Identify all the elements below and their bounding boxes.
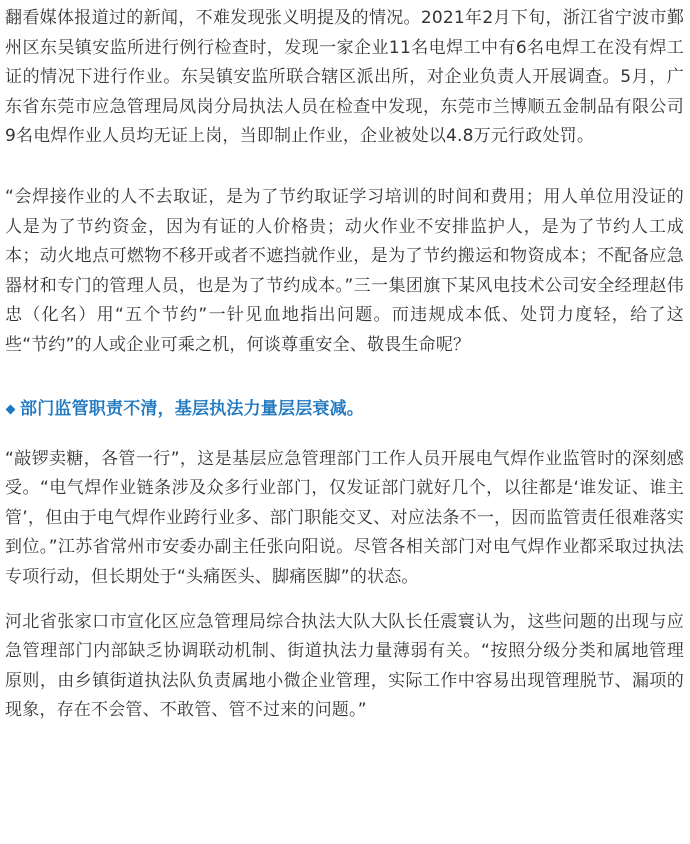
diamond-bullet-icon — [6, 404, 16, 414]
section-heading — [5, 395, 684, 424]
paragraph-five-savings: “会焊接作业的人不去取证，是为了节约取证学习培训的时间和费用；用人单位用没证的人是为了节约资金，因为有证的人价格贵；动火作业不安排监护人，是为了节约人工成本；动火地点可燃物不移开或者不遮挡就作业，是为了节约搬运和物资成本；不配备应急器材和专门的管理人员，也是为了节约成本。”三一集团旗下某风电技术公司安全经理赵伟忠（化名）用“五个节约”一针见血地指出问题。而违规成本低、处罚力度轻，给了这些“节约”的人或企业可乘之机，何谈尊重安全、敬畏生命呢？ — [5, 186, 684, 355]
paragraph-news-cases: 翻看媒体报道过的新闻，不难发现张义明提及的情况。2021年2月下旬，浙江省宁波市鄞州区东吴镇安监所进行例行检查时，发现一家企业11名电焊工中有6名电焊工在没有焊工证的情况下进行作业。东吴镇安监所联合辖区派出所，对企业负责人开展调查。5月，广东省东莞市应急管理局凤岗分局执法人员在检查中发现，东莞市兰博顺五金制品有限公司9名电焊作业人员均无证上岗，当即制止作业，企业被处以4.8万元行政处罚。 — [5, 8, 684, 147]
paragraph-supervision: “敲锣卖糖，各管一行”，这是基层应急管理部门工作人员开展电气焊作业监管时的深刻感受。“电气焊作业链条涉及众多行业部门，仅发证部门就好几个，以往都是‘谁发证、谁主管’，但由于电气焊作业跨行业多、部门职能交叉、对应法条不一，因而监管责任很难落实到位。”江苏省常州市安委办副主任张向阳说。尽管各相关部门对电气焊作业都采取过执法专项行动，但长期处于“头痛医头、脚痛医脚”的状态。 — [5, 448, 684, 587]
paragraph-enforcement: 河北省张家口市宣化区应急管理局综合执法大队大队长任震寰认为，这些问题的出现与应急管理部门内部缺乏协调联动机制、街道执法力量薄弱有关。“按照分级分类和属地管理原则，由乡镇街道执法队负责属地小微企业管理，实际工作中容易出现管理脱节、漏项的现象，存在不会管、不敢管、管不过来的问题。” — [5, 611, 684, 721]
section-heading-text: 部门监管职责不清，基层执法力量层层衰减。 — [20, 398, 364, 419]
